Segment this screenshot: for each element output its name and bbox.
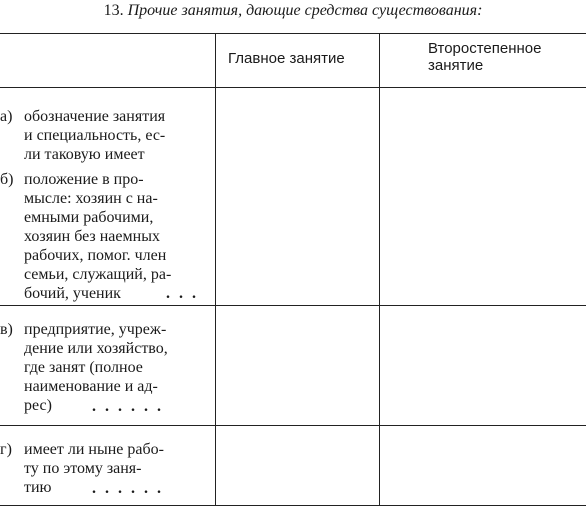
row-current-work xyxy=(0,440,214,497)
column-header-secondary-line1: Второстепенное xyxy=(428,40,542,57)
column-header-secondary-line2: занятие xyxy=(428,57,484,74)
column-header-secondary xyxy=(428,40,542,74)
row-marker: б) xyxy=(0,171,14,188)
row-enterprise xyxy=(0,320,214,415)
row-occupation-title xyxy=(0,107,214,164)
fill-dots: ... xyxy=(166,285,205,302)
row-label: предприятие, учреж- дение или хозяйство, где занят (полное наименование и ад- рес) xyxy=(24,321,168,414)
row-divider xyxy=(0,425,586,426)
row-label: положение в про- мысле: хозяин с на- емными рабочими, хозяин без наемных рабочих, помог. член семьи, служащий, ра- бочий, ученик xyxy=(24,171,172,302)
section-number: 13. xyxy=(103,2,124,19)
header-bottom-border xyxy=(0,87,586,88)
row-marker: в) xyxy=(0,321,13,338)
fill-dots: ...... xyxy=(92,480,170,497)
row-label: обозначение занятия и специальность, ес- ли таковую имеет xyxy=(24,108,166,163)
answer-cell-secondary[interactable] xyxy=(381,90,585,302)
table-bottom-border xyxy=(0,505,586,506)
answer-cell-secondary[interactable] xyxy=(381,427,585,503)
answer-cell-main[interactable] xyxy=(217,427,377,503)
row-marker: г) xyxy=(0,441,12,458)
column-divider xyxy=(379,33,380,505)
answer-cell-secondary[interactable] xyxy=(381,307,585,423)
row-label: имеет ли ныне рабо- ту по этому заня- тию xyxy=(24,441,164,496)
section-heading: Прочие занятия, дающие средства существования: xyxy=(127,2,483,19)
row-employment-status xyxy=(0,170,214,303)
row-divider xyxy=(0,305,586,306)
form-section-title xyxy=(0,0,586,22)
fill-dots: ...... xyxy=(92,398,170,415)
occupation-table xyxy=(0,30,586,506)
answer-cell-main[interactable] xyxy=(217,307,377,423)
answer-cell-main[interactable] xyxy=(217,90,377,302)
table-top-border xyxy=(0,33,586,34)
column-header-main: Главное занятие xyxy=(228,50,345,67)
column-divider xyxy=(215,33,216,505)
row-marker: а) xyxy=(0,108,13,125)
